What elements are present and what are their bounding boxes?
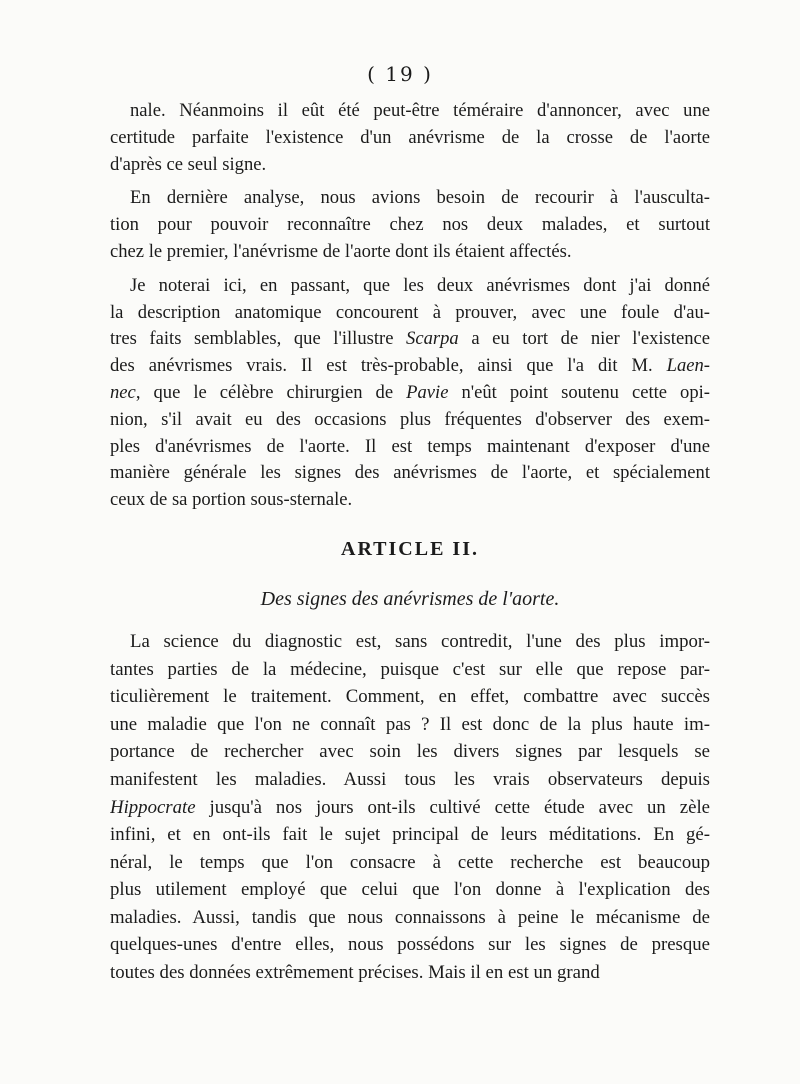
text-line: infini, et en ont-ils fait le sujet principal de leurs méditations. En gé- bbox=[110, 824, 710, 846]
page-number: ( 19 ) bbox=[367, 62, 433, 86]
italic-text: Scarpa bbox=[406, 328, 459, 350]
text-line: maladies. Aussi, tandis que nous connaissons à peine le mécanisme de bbox=[110, 906, 710, 928]
paragraph bbox=[110, 273, 710, 514]
text-line: tres faits semblables, que l'illustre Scarpa a eu tort de nier l'existence bbox=[110, 328, 710, 350]
text-line: ticulièrement le traitement. Comment, en effet, combattre avec succès bbox=[110, 686, 710, 708]
text-line: manière générale les signes des anévrismes de l'aorte, et spécialement bbox=[110, 462, 710, 484]
paragraph bbox=[110, 185, 710, 265]
text-line: En dernière analyse, nous avions besoin de recourir à l'ausculta- bbox=[130, 187, 710, 209]
text-line: chez le premier, l'anévrisme de l'aorte dont ils étaient affectés. bbox=[110, 240, 572, 262]
paragraph bbox=[110, 628, 710, 987]
article-heading: ARTICLE II. bbox=[341, 537, 479, 560]
text-line: La science du diagnostic est, sans contredit, l'une des plus impor- bbox=[130, 630, 710, 652]
italic-text: Hippocrate bbox=[110, 796, 196, 818]
text-line: portance de rechercher avec soin les divers signes par lesquels se bbox=[110, 741, 710, 763]
top-paragraphs bbox=[110, 98, 710, 514]
text-line: ples d'anévrismes de l'aorte. Il est temps maintenant d'exposer d'une bbox=[110, 435, 710, 457]
text-line: nale. Néanmoins il eût été peut-être téméraire d'annoncer, avec une bbox=[130, 100, 710, 121]
text-line: d'après ce seul signe. bbox=[110, 153, 267, 175]
italic-text: nec bbox=[110, 381, 136, 403]
text-line: tion pour pouvoir reconnaître chez nos deux malades, et surtout bbox=[110, 214, 710, 236]
text-body bbox=[110, 98, 710, 994]
text-line: nion, s'il avait eu des occasions plus fréquentes d'observer des exem- bbox=[110, 408, 710, 430]
text-line: Hippocrate jusqu'à nos jours ont-ils cultivé cette étude avec un zèle bbox=[110, 796, 710, 818]
text-line: Je noterai ici, en passant, que les deux anévrismes dont j'ai donné bbox=[130, 274, 710, 296]
text-line: des anévrismes vrais. Il est très-probable, ainsi que l'a dit M. Laen- bbox=[110, 355, 710, 377]
italic-text: Pavie bbox=[406, 381, 449, 403]
text-line: une maladie que l'on ne connaît pas ? Il est donc de la plus haute im- bbox=[110, 713, 710, 735]
text-line: certitude parfaite l'existence d'un anévrisme de la crosse de l'aorte bbox=[110, 126, 710, 148]
text-line: quelques-unes d'entre elles, nous possédons sur les signes de presque bbox=[110, 934, 710, 956]
text-line: plus utilement employé que celui que l'on donne à l'explication des bbox=[110, 879, 710, 901]
text-line: manifestent les maladies. Aussi tous les vrais observateurs depuis bbox=[110, 768, 710, 790]
text-line: ceux de sa portion sous-sternale. bbox=[110, 489, 353, 511]
italic-text: Laen- bbox=[666, 355, 710, 377]
bottom-paragraphs bbox=[110, 628, 710, 987]
text-line: toutes des données extrêmement précises. Mais il en est un grand bbox=[110, 962, 600, 984]
text-line: tantes parties de la médecine, puisque c'est sur elle que repose par- bbox=[110, 658, 710, 680]
paragraph bbox=[110, 98, 710, 178]
text-line: la description anatomique concourent à prouver, avec une foule d'au- bbox=[110, 301, 710, 323]
article-subheading: Des signes des anévrismes de l'aorte. bbox=[260, 587, 560, 610]
text-line: néral, le temps que l'on consacre à cette recherche est beaucoup bbox=[110, 851, 710, 873]
text-line: nec, que le célèbre chirurgien de Pavie n'eût point soutenu cette opi- bbox=[110, 381, 710, 403]
